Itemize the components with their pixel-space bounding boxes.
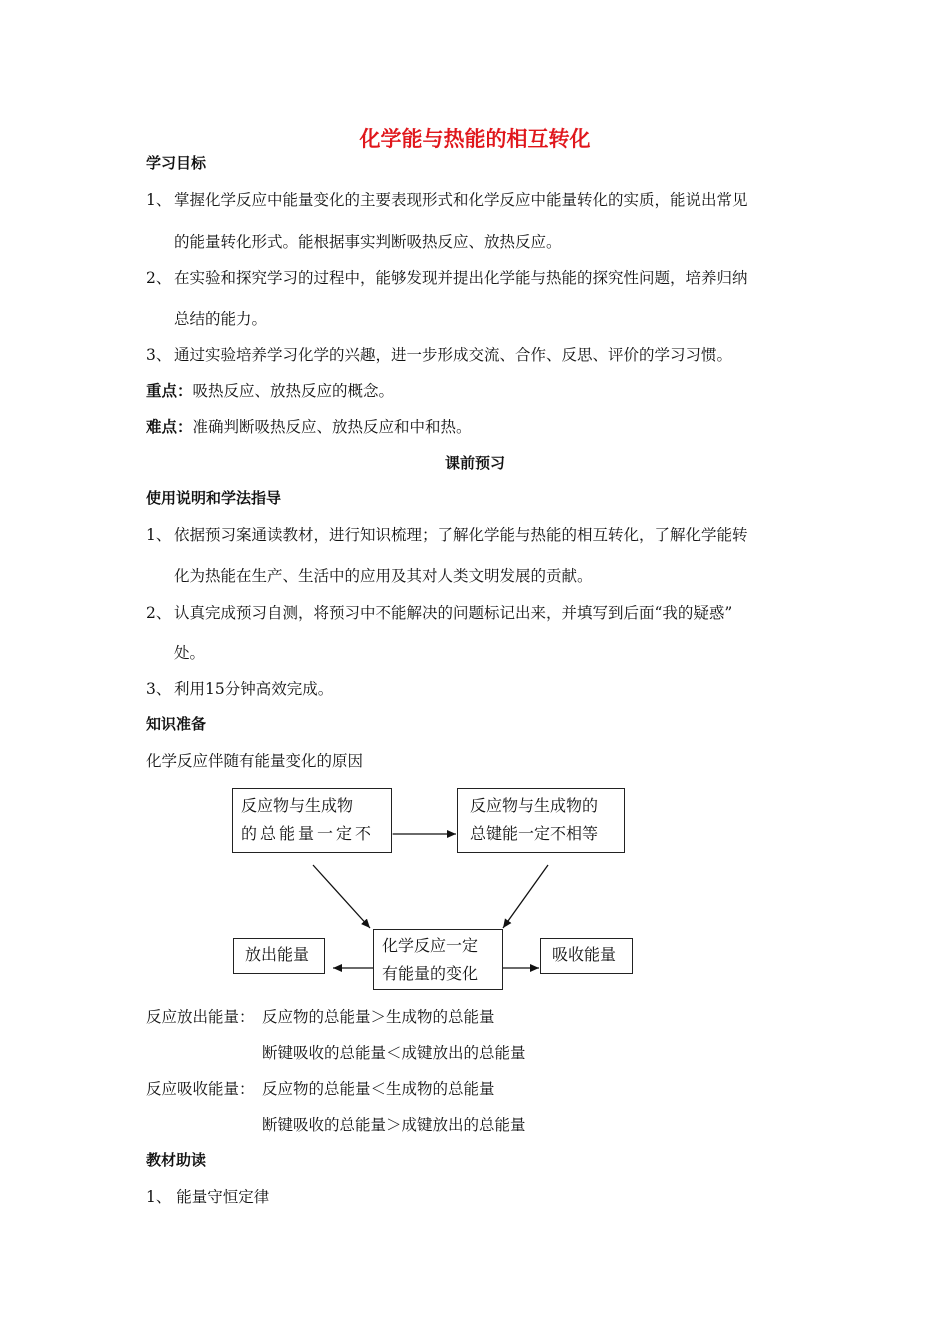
release-label: 反应放出能量： <box>146 1008 255 1026</box>
box-total-energy-line2: 的总能量一定不 <box>241 824 375 843</box>
box-energy-change-line2: 有能量的变化 <box>382 964 479 983</box>
instructions-heading: 使用说明和学法指导 <box>146 489 282 507</box>
key-point-text: 吸热反应、放热反应的概念。 <box>192 382 395 400</box>
diagram-box-total-energy <box>232 788 392 853</box>
diagram-box-bond-energy <box>457 788 625 853</box>
knowledge-heading: 知识准备 <box>146 715 207 733</box>
objective-2-num: 2、 <box>146 269 172 287</box>
objectives-heading: 学习目标 <box>146 154 207 172</box>
objective-1-num: 1、 <box>146 191 172 209</box>
instruction-1-line1: 依据预习案通读教材，进行知识梳理；了解化学能与热能的相互转化，了解化学能转 <box>174 526 748 544</box>
objective-2-line1: 在实验和探究学习的过程中，能够发现并提出化学能与热能的探究性问题，培养归纳 <box>174 269 748 287</box>
instruction-3-num: 3、 <box>146 680 172 698</box>
instruction-1-num: 1、 <box>146 526 172 544</box>
objective-1-line1: 掌握化学反应中能量变化的主要表现形式和化学反应中能量转化的实质，能说出常见 <box>174 191 748 209</box>
objective-3-line1: 通过实验培养学习化学的兴趣，进一步形成交流、合作、反思、评价的学习习惯。 <box>174 346 733 364</box>
reading-item-1: 1、 能量守恒定律 <box>146 1188 270 1206</box>
diagram-box-absorb <box>540 938 633 974</box>
box-bond-energy-line2: 总键能一定不相等 <box>470 824 599 843</box>
difficulty-label: 难点： <box>146 418 193 436</box>
objective-1-line2: 的能量转化形式。能根据事实判断吸热反应、放热反应。 <box>174 233 562 251</box>
box-release-label: 放出能量 <box>245 945 310 964</box>
box-absorb-label: 吸收能量 <box>552 945 617 964</box>
left-diagonal-arrow <box>313 865 370 928</box>
page-title: 化学能与热能的相互转化 <box>359 127 591 151</box>
release-line2: 断键吸收的总能量＜成键放出的总能量 <box>262 1044 526 1062</box>
release-line1: 反应物的总能量＞生成物的总能量 <box>262 1008 495 1026</box>
absorb-label: 反应吸收能量： <box>146 1080 255 1098</box>
preview-heading: 课前预习 <box>444 454 505 472</box>
instruction-2-line2: 处。 <box>174 644 206 662</box>
diagram-box-energy-change <box>373 929 503 990</box>
objective-2-line2: 总结的能力。 <box>174 310 268 328</box>
key-point-label: 重点： <box>146 382 193 400</box>
objective-3-num: 3、 <box>146 346 172 364</box>
absorb-line2: 断键吸收的总能量＞成键放出的总能量 <box>262 1116 526 1134</box>
knowledge-intro: 化学反应伴随有能量变化的原因 <box>146 752 364 770</box>
absorb-line1: 反应物的总能量＜生成物的总能量 <box>262 1080 495 1098</box>
instruction-1-line2: 化为热能在生产、生活中的应用及其对人类文明发展的贡献。 <box>174 567 593 585</box>
box-energy-change-line1: 化学反应一定 <box>382 936 479 955</box>
instruction-2-num: 2、 <box>146 604 172 622</box>
difficulty-text: 准确判断吸热反应、放热反应和中和热。 <box>192 418 472 436</box>
instruction-2-line1: 认真完成预习自测，将预习中不能解决的问题标记出来，并填写到后面“我的疑惑” <box>174 604 733 622</box>
box-bond-energy-line1: 反应物与生成物的 <box>470 796 599 815</box>
box-total-energy-line1: 反应物与生成物 <box>241 796 354 815</box>
diagram-box-release <box>233 938 325 974</box>
reading-heading: 教材助读 <box>146 1151 207 1169</box>
right-diagonal-arrow <box>503 865 548 928</box>
instruction-3-line1: 利用15分钟高效完成。 <box>174 680 334 698</box>
